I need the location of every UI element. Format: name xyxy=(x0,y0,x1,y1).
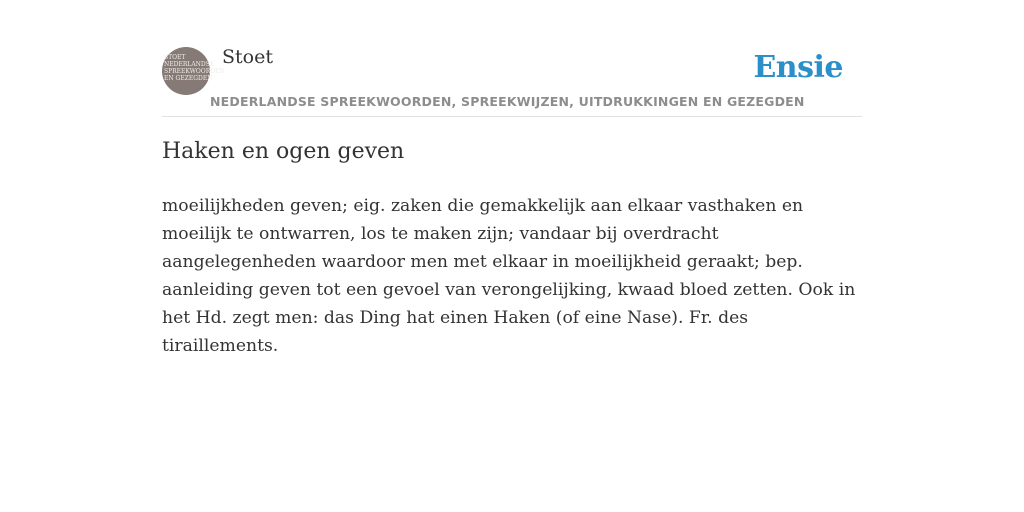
header xyxy=(162,44,862,117)
avatar-logo-text: STOET NEDERLANDSE SPREEKWOORDEN EN GEZEGDEN xyxy=(164,54,225,82)
entry-body: moeilijkheden geven; eig. zaken die gemakkelijk aan elkaar vasthaken en moeilijk te ontwarren, los te maken zijn; vandaar bij overdracht aangelegenheden waardoor men met elkaar in moeilijkheid geraakt; bep. aanleiding geven tot een gevoel van verongelijking, kwaad bloed zetten. Ook in het Hd. zegt men: das Ding hat einen Haken (of eine Nase). Fr. des tiraillements. xyxy=(162,196,856,356)
source-subtitle[interactable]: NEDERLANDSE SPREEKWOORDEN, SPREEKWIJZEN, UITDRUKKINGEN EN GEZEGDEN xyxy=(210,94,805,109)
brand-logo[interactable]: Ensie xyxy=(753,50,843,85)
author-name[interactable]: Stoet xyxy=(222,46,273,68)
entry-title: Haken en ogen geven xyxy=(162,139,405,164)
avatar[interactable] xyxy=(162,47,225,95)
